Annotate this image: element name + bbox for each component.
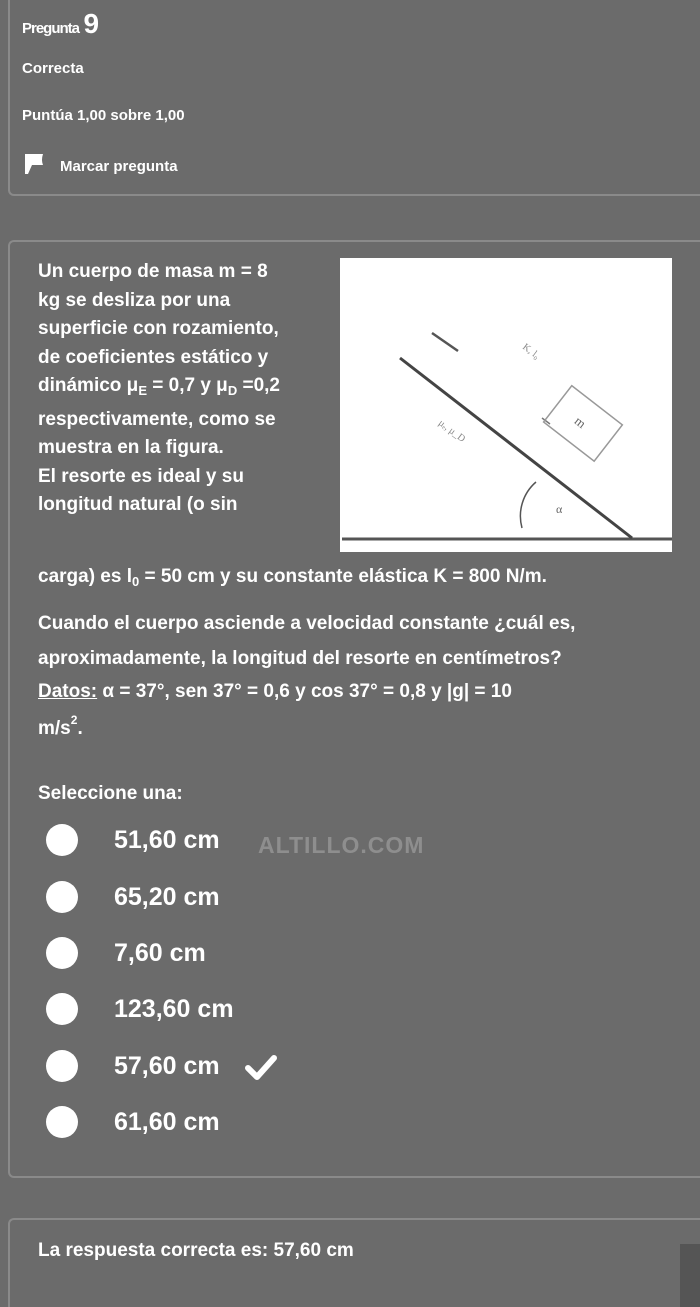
correct-answer-feedback: La respuesta correcta es: 57,60 cm [38,1240,354,1261]
answer-option[interactable] [46,1104,220,1140]
flag-icon [22,152,46,180]
answer-option-label: 7,60 cm [114,938,206,967]
question-text [38,258,338,520]
question-line: respectivamente, como se [38,408,276,430]
checkmark-icon [244,1052,278,1082]
question-line: Un cuerpo de masa m = 8 [38,261,268,282]
answer-option-correct[interactable] [46,1048,220,1084]
mass-label: m [571,413,589,432]
scrollbar-thumb[interactable] [680,1244,700,1307]
question-number: 9 [83,8,100,39]
radio-button[interactable] [46,824,78,856]
radio-button[interactable] [46,1106,78,1138]
answer-option-label: 61,60 cm [114,1107,220,1136]
question-line-ask-1: Cuando el cuerpo asciende a velocidad constante ¿cuál es, [38,613,576,634]
question-state: Correcta [22,60,84,77]
select-one-label: Seleccione una: [38,783,183,804]
datos-label: Datos: [38,681,98,702]
question-line: muestra en la figura. [38,437,224,458]
question-line: dinámico $\mu_E = 0,7$ y $\mu_D =0,2$ [38,375,280,398]
angle-label: α [556,502,563,516]
answer-option-label: 65,20 cm [114,882,220,911]
question-line-datos: Datos: α = 37°, sen 37° = 0,6 y cos 37° = 0,8 y |g| = 10 [38,681,512,702]
radio-button[interactable] [46,993,78,1025]
question-line: de coeficientes estático y [38,346,269,368]
spring-label: K, l₀ [520,341,542,362]
watermark: ALTILLO.COM [258,832,425,858]
answer-option[interactable] [46,935,206,971]
flag-question-button[interactable] [22,152,178,180]
question-line-carga: carga) es $l_0 = 50$ cm y su constante elástica K = 800 N/m. [38,566,547,589]
question-grade: Puntúa 1,00 sobre 1,00 [22,107,185,124]
radio-button[interactable] [46,1050,78,1082]
answer-option-label: 57,60 cm [114,1051,220,1080]
friction-label: μₑ, μ_D [436,417,468,445]
feedback-panel [8,1218,700,1307]
question-label: Pregunta [22,20,80,37]
answer-option-label: 123,60 cm [114,994,234,1023]
inclined-plane-figure [340,258,672,552]
question-line: superficie con rozamiento, [38,318,279,339]
question-line: El resorte es ideal y su [38,465,244,487]
answer-option[interactable] [46,991,234,1027]
question-line-ask-2: aproximadamente, la longitud del resorte en centímetros? [38,648,562,669]
question-line-units: $m/s^2$. [38,713,83,739]
radio-button[interactable] [46,937,78,969]
question-line: longitud natural (o sin [38,494,238,515]
radio-button[interactable] [46,881,78,913]
flag-question-label: Marcar pregunta [60,157,178,175]
question-title [22,8,99,40]
question-line: kg se desliza por una [38,289,231,311]
answer-option[interactable] [46,879,220,915]
answer-option[interactable] [46,822,220,858]
answer-option-label: 51,60 cm [114,825,220,854]
